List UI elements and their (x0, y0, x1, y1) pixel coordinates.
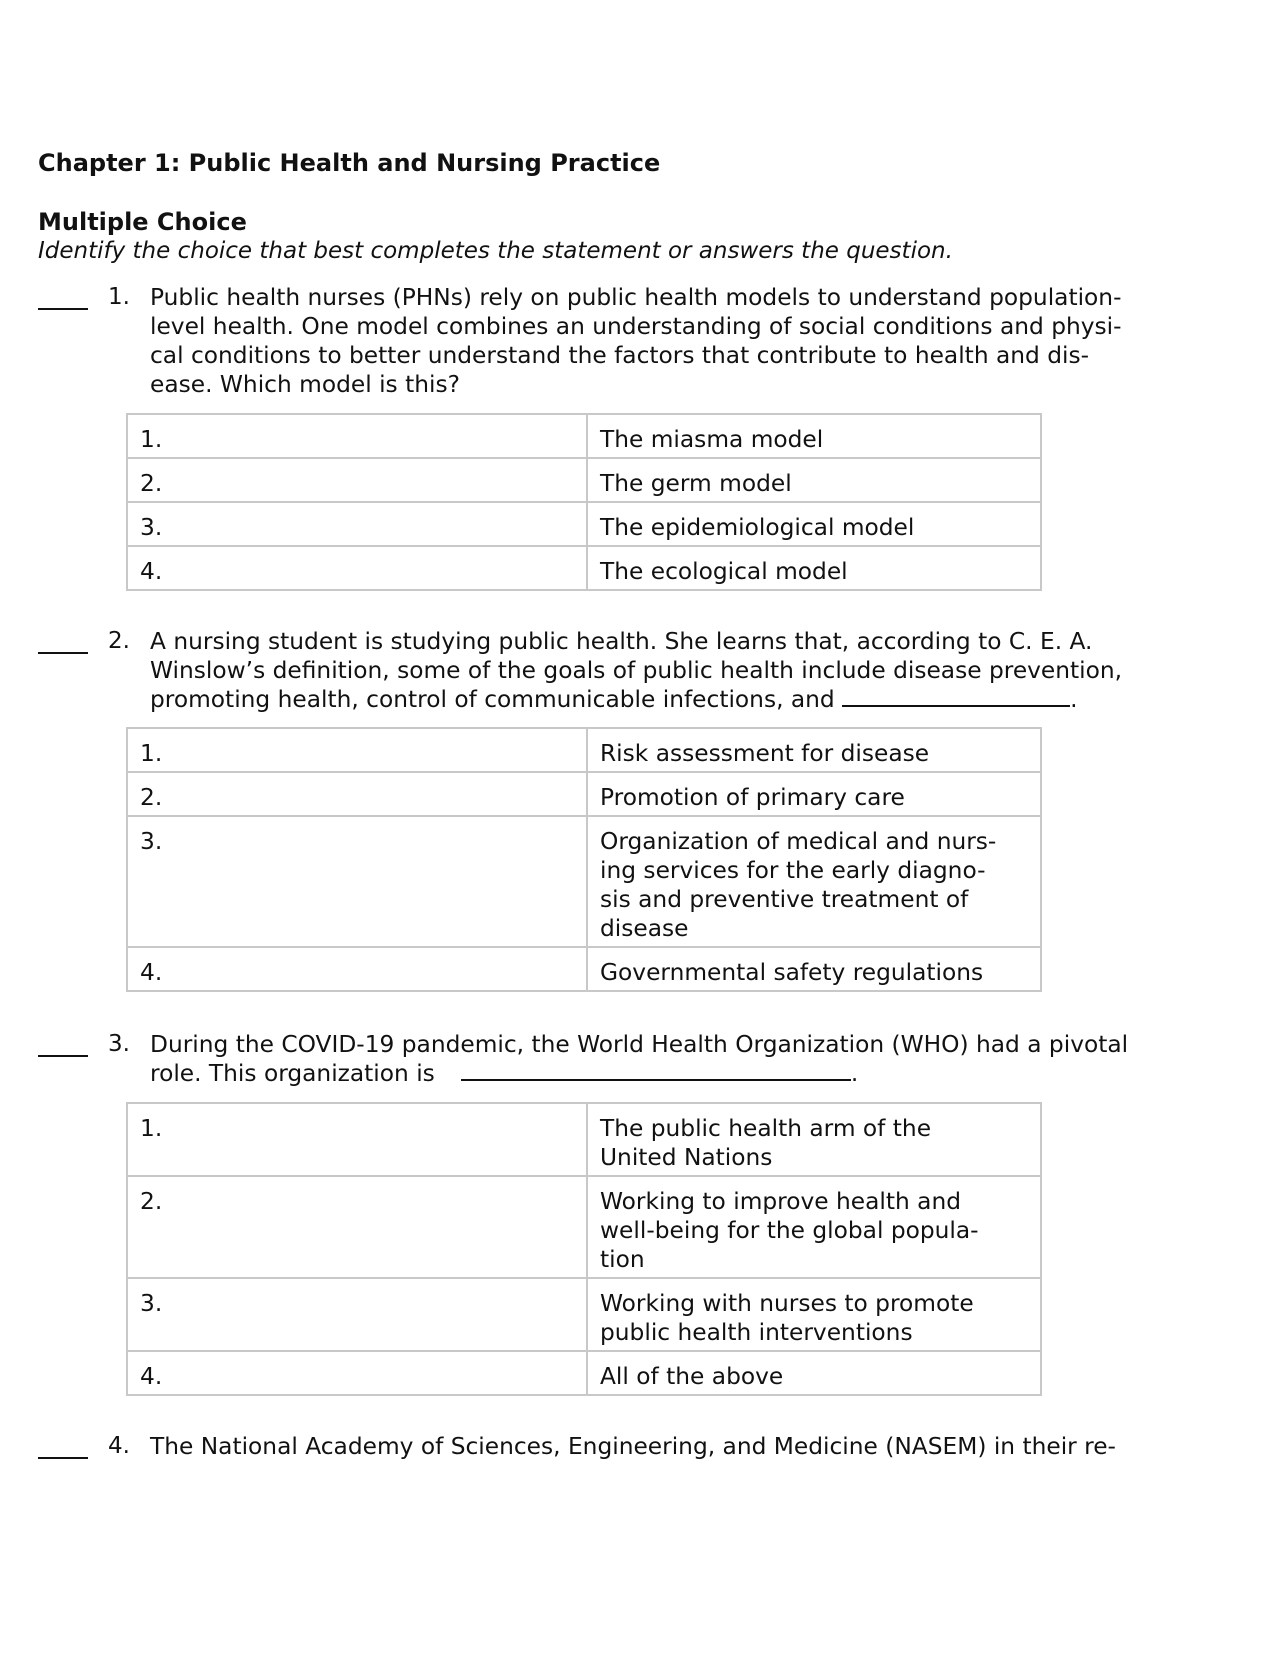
section-title: Multiple Choice (38, 208, 247, 236)
choice-row (127, 546, 1041, 590)
question-stem (150, 1432, 1210, 1461)
choice-row (127, 458, 1041, 502)
choice-line: sis and preventive treatment of (600, 886, 969, 913)
stem-line: ease. Which model is this? (150, 371, 460, 398)
choice-text (587, 772, 1041, 816)
choice-number: 1. (127, 1103, 587, 1176)
choice-number: 3. (127, 1278, 587, 1351)
answer-blank[interactable] (38, 308, 88, 310)
question-number: 4. (108, 1433, 130, 1459)
choice-text (587, 816, 1041, 947)
question-stem (150, 1030, 1210, 1088)
choice-line: The ecological model (600, 558, 848, 585)
choice-number: 3. (127, 816, 587, 947)
choice-line: The epidemiological model (600, 514, 915, 541)
choice-row (127, 947, 1041, 991)
choice-number: 1. (127, 728, 587, 772)
choice-row (127, 816, 1041, 947)
choice-number: 4. (127, 546, 587, 590)
choice-row (127, 1278, 1041, 1351)
choices-table (126, 727, 1042, 992)
question-number: 1. (108, 284, 130, 310)
choice-number: 2. (127, 772, 587, 816)
choice-text (587, 546, 1041, 590)
choice-line: Governmental safety regulations (600, 959, 984, 986)
choice-line: Working to improve health and (600, 1188, 961, 1215)
stem-line: The National Academy of Sciences, Engineering, and Medicine (NASEM) in their re- (150, 1433, 1116, 1460)
choice-line: Working with nurses to promote (600, 1290, 974, 1317)
choice-line: United Nations (600, 1144, 773, 1171)
choice-row (127, 728, 1041, 772)
choice-text (587, 1176, 1041, 1278)
choice-text (587, 728, 1041, 772)
choice-line: tion (600, 1246, 645, 1273)
stem-period: . (1070, 686, 1078, 713)
choice-number: 2. (127, 458, 587, 502)
choice-row (127, 502, 1041, 546)
choice-row (127, 1351, 1041, 1395)
choice-line: All of the above (600, 1363, 784, 1390)
choice-number: 3. (127, 502, 587, 546)
fill-in-blank (842, 687, 1070, 707)
stem-line: level health. One model combines an understanding of social conditions and physi- (150, 313, 1122, 340)
question-number: 3. (108, 1031, 130, 1057)
choice-line: Promotion of primary care (600, 784, 905, 811)
choice-text (587, 458, 1041, 502)
choice-number: 4. (127, 947, 587, 991)
choice-line: public health interventions (600, 1319, 913, 1346)
question-number: 2. (108, 628, 130, 654)
stem-text: role. This organization is (150, 1060, 435, 1087)
stem-line (150, 685, 1210, 714)
stem-line (150, 1059, 1210, 1088)
stem-text: promoting health, control of communicable infections, and (150, 686, 835, 713)
choice-number: 2. (127, 1176, 587, 1278)
choice-line: Risk assessment for disease (600, 740, 930, 767)
choice-line: ing services for the early diagno- (600, 857, 986, 884)
choice-line: Organization of medical and nurs- (600, 828, 997, 855)
choice-text (587, 1103, 1041, 1176)
stem-line: A nursing student is studying public health. She learns that, according to C. E. A. (150, 628, 1093, 655)
choice-row (127, 414, 1041, 458)
choice-line: disease (600, 915, 689, 942)
choice-line: The public health arm of the (600, 1115, 932, 1142)
answer-blank[interactable] (38, 652, 88, 654)
choice-text (587, 1351, 1041, 1395)
choice-line: well-being for the global popula- (600, 1217, 979, 1244)
instructions-text: Identify the choice that best completes the statement or answers the question. (38, 238, 953, 264)
choice-number: 1. (127, 414, 587, 458)
stem-line: During the COVID-19 pandemic, the World Health Organization (WHO) had a pivotal (150, 1031, 1129, 1058)
choice-row (127, 1176, 1041, 1278)
stem-period: . (850, 1060, 859, 1087)
choice-row (127, 1103, 1041, 1176)
fill-in-blank (461, 1061, 851, 1081)
choice-row (127, 772, 1041, 816)
choices-table (126, 413, 1042, 591)
choice-line: The germ model (600, 470, 792, 497)
question-stem (150, 627, 1210, 714)
stem-line: Public health nurses (PHNs) rely on public health models to understand population- (150, 284, 1122, 311)
chapter-title: Chapter 1: Public Health and Nursing Practice (38, 149, 661, 177)
choice-line: The miasma model (600, 426, 824, 453)
stem-line: Winslow’s definition, some of the goals of public health include disease prevention, (150, 657, 1123, 684)
question-stem (150, 283, 1210, 399)
answer-blank[interactable] (38, 1457, 88, 1459)
stem-line: cal conditions to better understand the factors that contribute to health and dis- (150, 342, 1090, 369)
choices-table (126, 1102, 1042, 1396)
choice-text (587, 502, 1041, 546)
answer-blank[interactable] (38, 1055, 88, 1057)
choice-text (587, 947, 1041, 991)
choice-number: 4. (127, 1351, 587, 1395)
choice-text (587, 414, 1041, 458)
choice-text (587, 1278, 1041, 1351)
